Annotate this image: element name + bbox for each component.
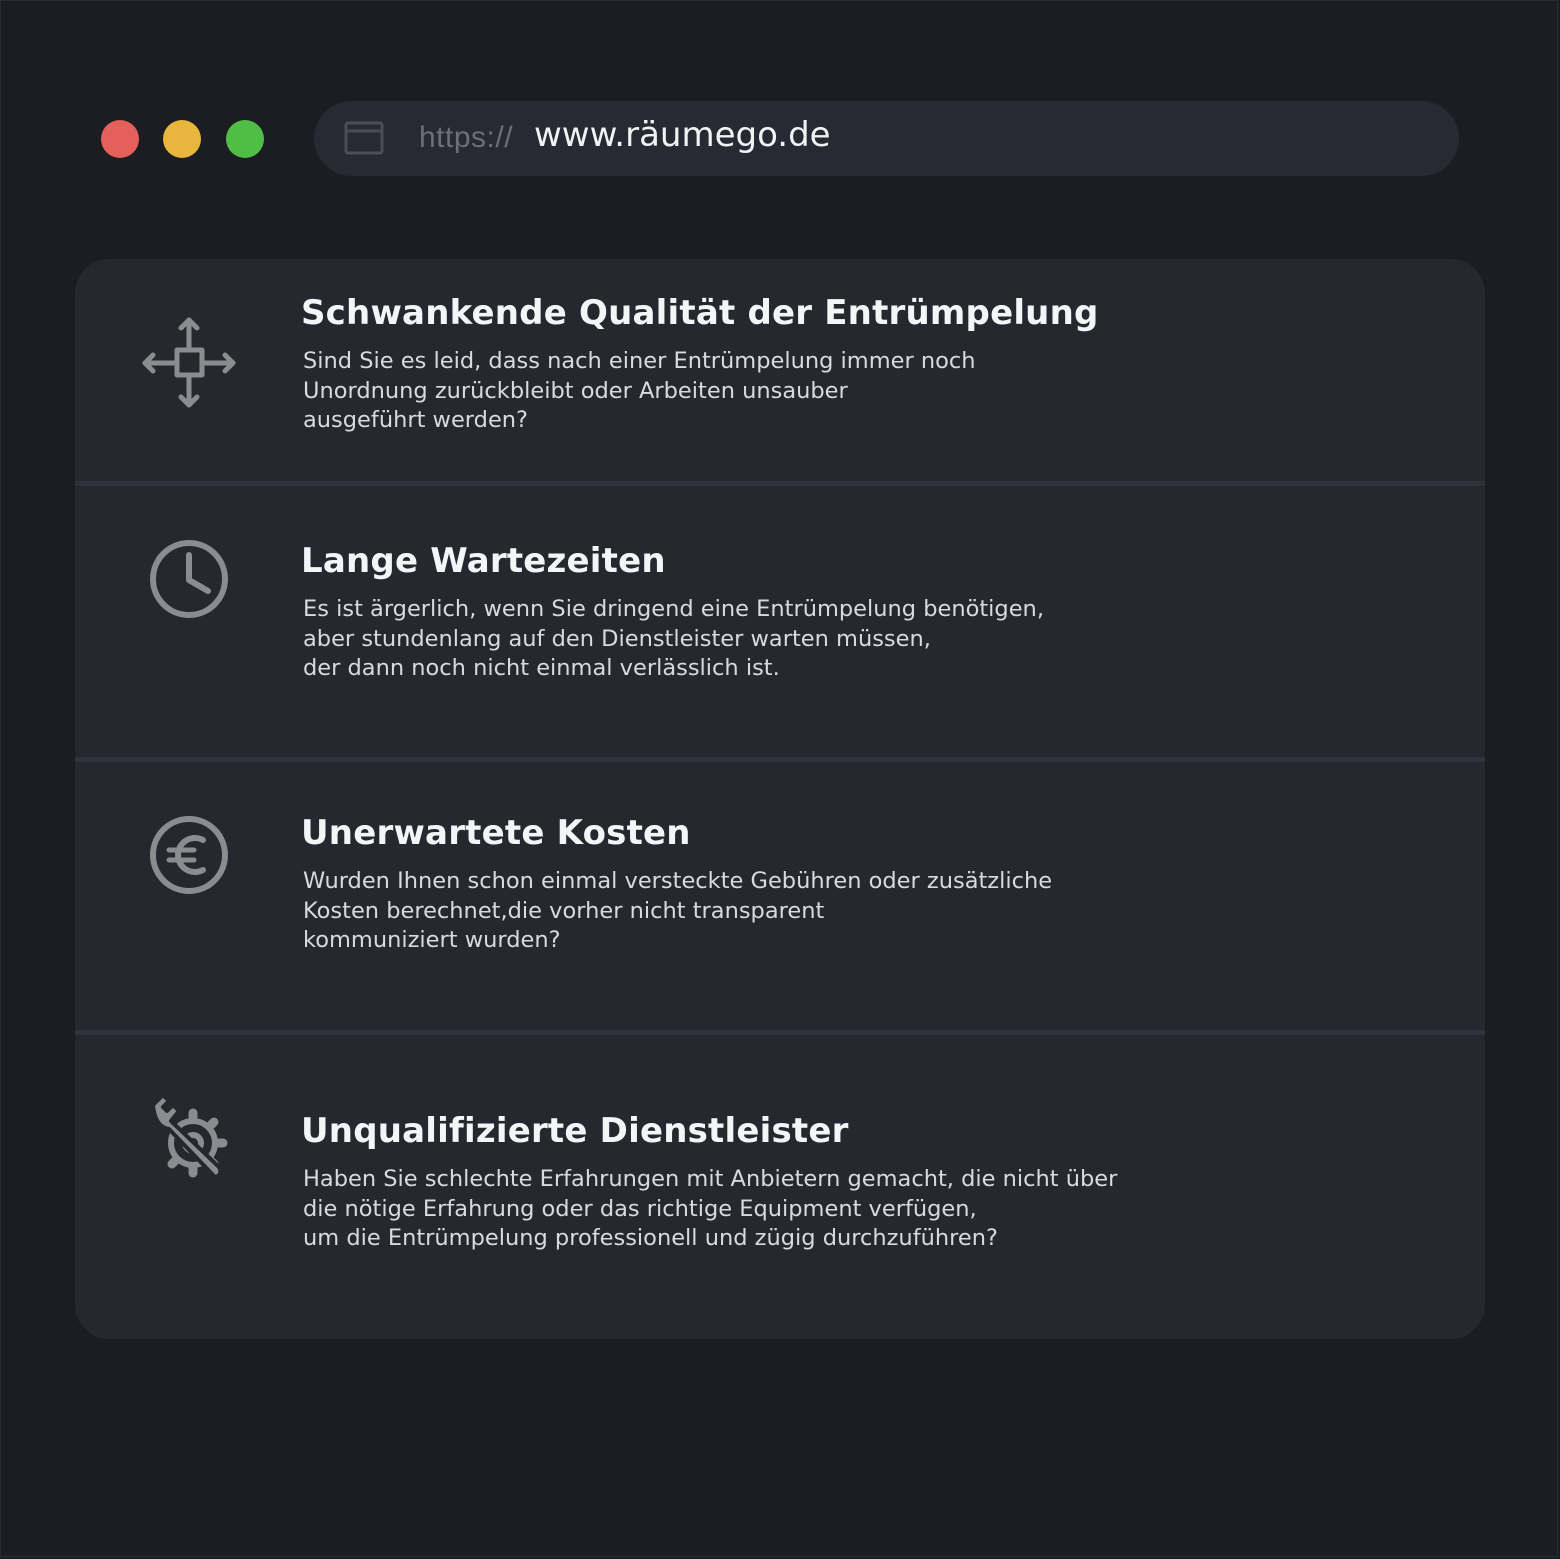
list-item bbox=[75, 487, 1485, 757]
address-bar[interactable] bbox=[314, 101, 1459, 176]
url-scheme: https:// bbox=[419, 121, 514, 154]
item-title: Unerwartete Kosten bbox=[301, 813, 691, 853]
window-minimize-button[interactable] bbox=[163, 120, 201, 158]
clock-icon bbox=[139, 529, 239, 629]
divider bbox=[75, 481, 1485, 486]
item-description: Sind Sie es leid, dass nach einer Entrümpelung immer noch Unordnung zurückbleibt oder Arbeiten unsauber ausgeführt werden? bbox=[303, 348, 976, 433]
item-title: Unqualifizierte Dienstleister bbox=[301, 1111, 849, 1151]
item-title: Lange Wartezeiten bbox=[301, 541, 666, 581]
list-item bbox=[75, 762, 1485, 1030]
item-title: Schwankende Qualität der Entrümpelung bbox=[301, 293, 1099, 333]
url-host: www.räumego.de bbox=[534, 115, 831, 155]
window-close-button[interactable] bbox=[101, 120, 139, 158]
browser-window-icon bbox=[344, 121, 384, 155]
item-description: Es ist ärgerlich, wenn Sie dringend eine Entrümpelung benötigen, aber stundenlang auf den Dienstleister warten müssen, der dann noch nicht einmal verlässlich ist. bbox=[303, 596, 1044, 681]
window-maximize-button[interactable] bbox=[226, 120, 264, 158]
problem-list-card bbox=[75, 259, 1485, 1339]
item-description: Wurden Ihnen schon einmal versteckte Gebühren oder zusätzliche Kosten berechnet,die vorher nicht transparent kommuniziert wurden? bbox=[303, 868, 1053, 953]
move-arrows-icon bbox=[139, 313, 239, 413]
item-description: Haben Sie schlechte Erfahrungen mit Anbietern gemacht, die nicht über die nötige Erfahrung oder das richtige Equipment verfügen, um die Entrümpelung professionell und zügig durchzuführen? bbox=[303, 1166, 1118, 1251]
wrench-gear-icon bbox=[139, 1087, 239, 1187]
list-item bbox=[75, 1035, 1485, 1339]
list-item bbox=[75, 259, 1485, 481]
euro-icon bbox=[139, 799, 239, 899]
